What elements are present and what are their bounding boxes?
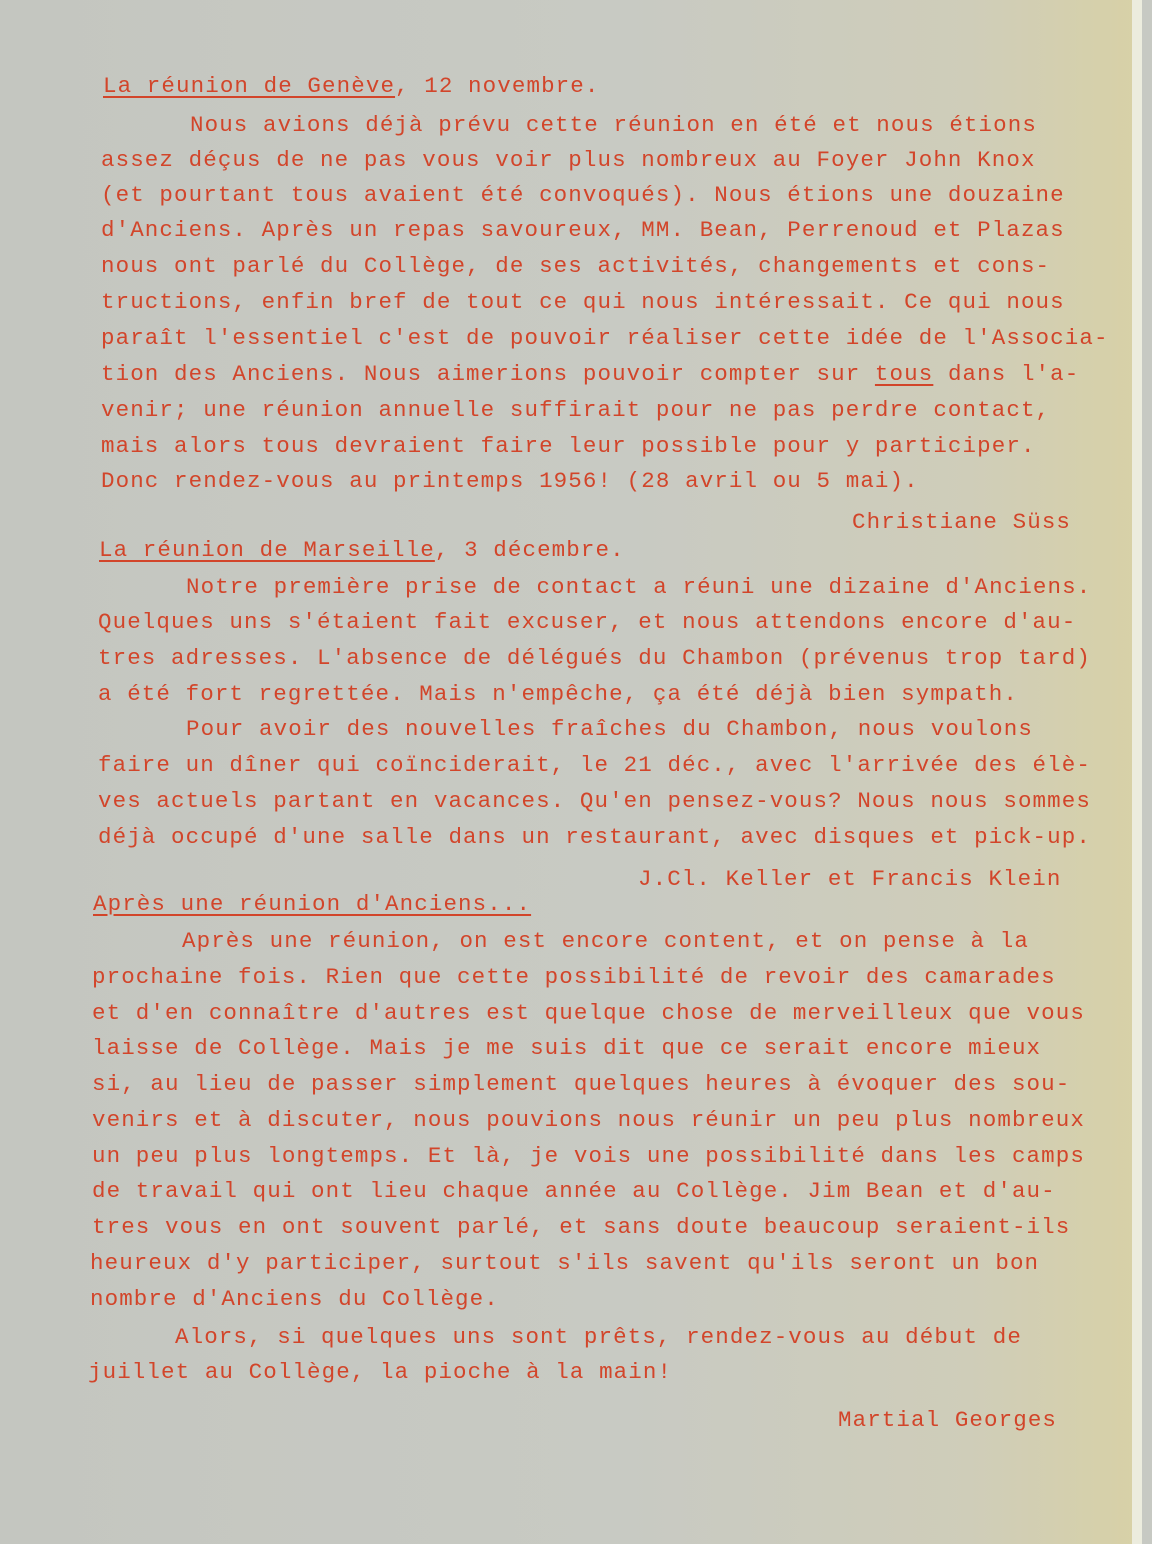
- paragraph-line: tres adresses. L'absence de délégués du Chambon (prévenus trop tard): [98, 645, 1091, 671]
- paragraph-line: Après une réunion, on est encore content, et on pense à la: [182, 928, 1029, 954]
- signature: J.Cl. Keller et Francis Klein: [638, 866, 1062, 892]
- emphasis-word: tous: [874, 361, 934, 387]
- paragraph-line: déjà occupé d'une salle dans un restaurant, avec disques et pick-up.: [98, 824, 1091, 850]
- paragraph-line: mais alors tous devraient faire leur possible pour y participer.: [101, 433, 1036, 459]
- paragraph-line: assez déçus de ne pas vous voir plus nombreux au Foyer John Knox: [101, 147, 1036, 173]
- line-text: tion des Anciens. Nous aimerions pouvoir compter sur: [101, 361, 875, 387]
- paragraph-line: venirs et à discuter, nous pouvions nous réunir un peu plus nombreux: [92, 1107, 1085, 1133]
- heading-date: , 3 décembre.: [434, 537, 625, 563]
- paragraph-line: Pour avoir des nouvelles fraîches du Chambon, nous voulons: [186, 716, 1033, 742]
- paragraph-line: ves actuels partant en vacances. Qu'en pensez-vous? Nous nous sommes: [98, 788, 1091, 814]
- line-text-after: dans l'a-: [933, 361, 1080, 387]
- paragraph-line: prochaine fois. Rien que cette possibilité de revoir des camarades: [92, 964, 1056, 990]
- heading-title: La réunion de Genève: [103, 73, 396, 99]
- paragraph-line: (et pourtant tous avaient été convoqués). Nous étions une douzaine: [101, 182, 1065, 208]
- paragraph-line: nombre d'Anciens du Collège.: [90, 1286, 499, 1312]
- paragraph-line: d'Anciens. Après un repas savoureux, MM. Bean, Perrenoud et Plazas: [101, 217, 1065, 243]
- paragraph-line: Quelques uns s'étaient fait excuser, et nous attendons encore d'au-: [98, 609, 1077, 635]
- paragraph-line: Nous avions déjà prévu cette réunion en été et nous étions: [190, 112, 1037, 138]
- paragraph-line: un peu plus longtemps. Et là, je vois une possibilité dans les camps: [92, 1143, 1085, 1169]
- paragraph-line: tres vous en ont souvent parlé, et sans doute beaucoup seraient-ils: [92, 1214, 1071, 1240]
- paragraph-line: Notre première prise de contact a réuni une dizaine d'Anciens.: [186, 574, 1092, 600]
- page-edge: [1132, 0, 1142, 1544]
- paragraph-line: venir; une réunion annuelle suffirait pour ne pas perdre contact,: [101, 397, 1051, 423]
- section-heading-marseille: [99, 535, 625, 565]
- paragraph-line: laisse de Collège. Mais je me suis dit que ce serait encore mieux: [92, 1035, 1042, 1061]
- signature: Martial Georges: [838, 1407, 1058, 1433]
- paragraph-line: [101, 359, 1079, 389]
- paragraph-line: faire un dîner qui coïnciderait, le 21 déc., avec l'arrivée des élè-: [98, 752, 1091, 778]
- paragraph-line: Alors, si quelques uns sont prêts, rendez-vous au début de: [175, 1324, 1022, 1350]
- section-heading-apres: [93, 889, 531, 919]
- signature: Christiane Süss: [852, 509, 1072, 535]
- paragraph-line: a été fort regrettée. Mais n'empêche, ça été déjà bien sympath.: [98, 681, 1018, 707]
- paragraph-line: si, au lieu de passer simplement quelques heures à évoquer des sou-: [92, 1071, 1071, 1097]
- paragraph-line: heureux d'y participer, surtout s'ils savent qu'ils seront un bon: [90, 1250, 1040, 1276]
- section-heading-geneve: [103, 71, 599, 101]
- heading-date: , 12 novembre.: [395, 73, 600, 99]
- paragraph-line: paraît l'essentiel c'est de pouvoir réaliser cette idée de l'Associa-: [101, 325, 1109, 351]
- paragraph-line: nous ont parlé du Collège, de ses activités, changements et cons-: [101, 253, 1051, 279]
- paragraph-line: juillet au Collège, la pioche à la main!: [88, 1359, 673, 1385]
- heading-title: Après une réunion d'Anciens...: [93, 891, 532, 917]
- paragraph-line: Donc rendez-vous au printemps 1956! (28 avril ou 5 mai).: [101, 468, 919, 494]
- paragraph-line: de travail qui ont lieu chaque année au Collège. Jim Bean et d'au-: [92, 1178, 1056, 1204]
- paragraph-line: et d'en connaître d'autres est quelque chose de merveilleux que vous: [92, 1000, 1085, 1026]
- paragraph-line: tructions, enfin bref de tout ce qui nous intéressait. Ce qui nous: [101, 289, 1065, 315]
- heading-title: La réunion de Marseille: [99, 537, 435, 563]
